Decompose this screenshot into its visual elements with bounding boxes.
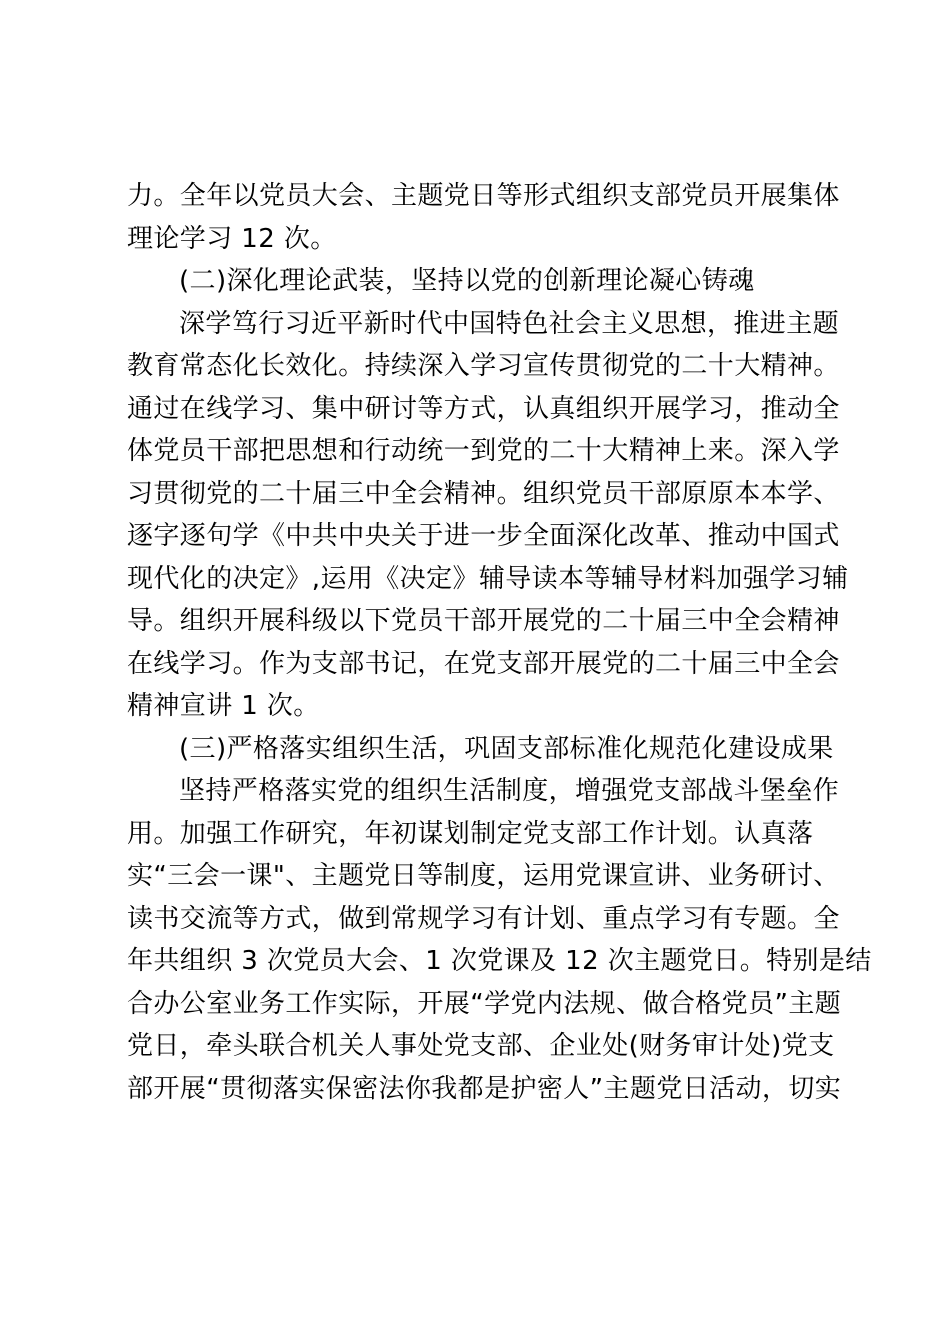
text-line-9: 逐字逐句学《中共中央关于进一步全面深化改革、推动中国式 (127, 521, 840, 551)
text-line-13: 精神宣讲 1 次。 (127, 691, 320, 721)
text-line-2: 理论学习 12 次。 (127, 223, 337, 254)
text-line-20: 合办公室业务工作实际，开展“学党内法规、做合格党员”主题 (127, 988, 842, 1019)
text-line-17: 实“三会一课"、主题党日等制度，运用党课宣讲、业务研讨、 (127, 861, 840, 891)
text-line-11: 导。组织开展科级以下党员干部开展党的二十届三中全会精神 (127, 606, 840, 636)
text-line-22: 部开展“贯彻落实保密法你我都是护密人”主题党日活动，切实 (127, 1073, 842, 1104)
section-heading-2: (二)深化理论武装，坚持以党的创新理论凝心铸魂 (179, 266, 755, 296)
text-line-6: 通过在线学习、集中研讨等方式，认真组织开展学习，推动全 (127, 393, 840, 424)
text-line-7: 体党员干部把思想和行动统一到党的二十大精神上来。深入学 (127, 436, 840, 466)
text-line-1: 力。全年以党员大会、主题党日等形式组织支部党员开展集体 (127, 181, 840, 211)
text-line-19: 年共组织 3 次党员大会、1 次党课及 12 次主题党日。特别是结 (127, 946, 872, 976)
text-line-16: 用。加强工作研究，年初谋划制定党支部工作计划。认真落 (127, 818, 814, 849)
text-line-8: 习贯彻党的二十届三中全会精神。组织党员干部原原本本学、 (127, 478, 840, 509)
text-line-5: 教育常态化长效化。持续深入学习宣传贯彻党的二十大精神。 (127, 351, 840, 381)
text-line-12: 在线学习。作为支部书记，在党支部开展党的二十届三中全会 (127, 648, 840, 679)
section-heading-3: (三)严格落实组织生活，巩固支部标准化规范化建设成果 (179, 733, 834, 764)
text-line-4: 深学笃行习近平新时代中国特色社会主义思想，推进主题 (179, 308, 840, 339)
text-line-15: 坚持严格落实党的组织生活制度，增强党支部战斗堡垒作 (179, 776, 840, 806)
text-line-10: 现代化的决定》,运用《决定》辅导读本等辅导材料加强学习辅 (127, 563, 849, 594)
text-line-18: 读书交流等方式，做到常规学习有计划、重点学习有专题。全 (127, 903, 840, 934)
text-line-21: 党日，牵头联合机关人事处党支部、企业处(财务审计处)党支 (127, 1031, 835, 1061)
document-body (127, 175, 872, 1110)
